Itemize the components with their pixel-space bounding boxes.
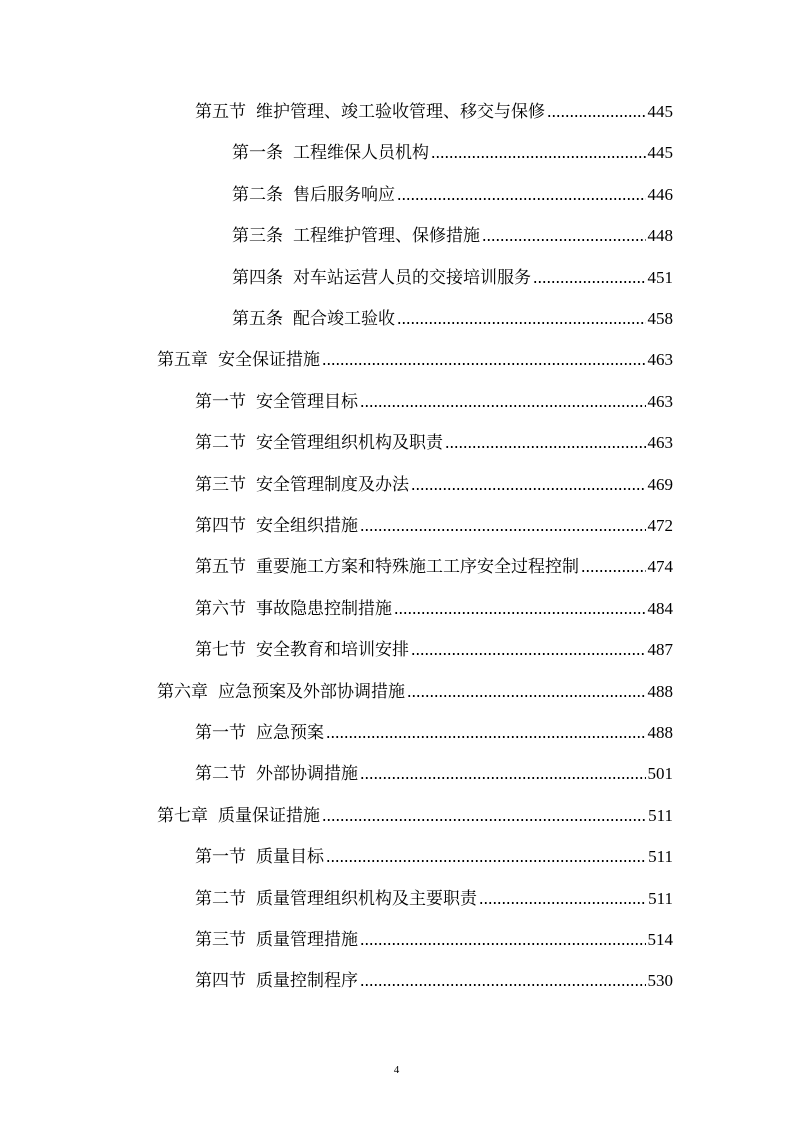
toc-dot-leader: [360, 979, 646, 987]
toc-entry-label: [195, 391, 358, 413]
toc-entry-title: 安全保证措施: [218, 350, 320, 371]
toc-entry-title: 安全管理制度及办法: [256, 474, 409, 495]
toc-entry[interactable]: [0, 93, 673, 123]
toc-entry-page: 484: [647, 598, 673, 618]
toc-entry-number: 第五节: [195, 557, 246, 578]
toc-entry[interactable]: [0, 755, 673, 785]
toc-entry-number: 第七章: [157, 805, 208, 826]
toc-entry-title: 质量目标: [256, 847, 324, 868]
toc-entry-title: 安全组织措施: [256, 516, 358, 536]
toc-dot-leader: [411, 648, 646, 656]
toc-entry-title: 维护管理、竣工验收管理、移交与保修: [256, 102, 545, 122]
toc-entry-page: 469: [647, 474, 673, 494]
toc-entry[interactable]: [0, 176, 673, 206]
toc-dot-leader: [407, 690, 646, 698]
toc-entry-label: [195, 970, 358, 992]
toc-entry-page: 488: [647, 681, 673, 701]
toc-entry[interactable]: [0, 797, 673, 827]
toc-entry-number: 第二条: [232, 184, 283, 205]
toc-entry-page: 451: [647, 267, 673, 287]
toc-entry-label: [195, 474, 409, 496]
toc-entry-page: 487: [647, 640, 673, 660]
toc-entry-number: 第二节: [195, 764, 246, 785]
toc-dot-leader: [360, 938, 646, 946]
toc-entry[interactable]: [0, 466, 673, 496]
toc-entry-title: 售后服务响应: [293, 184, 395, 205]
toc-entry-title: 事故隐患控制措施: [256, 598, 392, 619]
toc-dot-leader: [479, 897, 646, 905]
toc-dot-leader: [533, 276, 646, 284]
toc-entry-title: 安全管理目标: [256, 391, 358, 412]
toc-entry-label: [195, 556, 579, 578]
toc-entry-page: 445: [647, 102, 673, 121]
toc-dot-leader: [360, 400, 646, 408]
toc-entry-label: [232, 142, 429, 164]
toc-dot-leader: [360, 772, 646, 780]
toc-entry-label: [195, 598, 392, 620]
toc-entry-number: 第六节: [195, 598, 246, 619]
toc-entry-number: 第三节: [195, 474, 246, 495]
toc-entry-number: 第六章: [157, 681, 208, 702]
toc-entry-page: 445: [647, 143, 673, 163]
toc-entry-page: 511: [648, 805, 673, 825]
toc-entry-label: [195, 929, 358, 951]
toc-entry-title: 工程维护管理、保修措施: [293, 226, 480, 247]
toc-entry[interactable]: [0, 424, 673, 454]
toc-entry-number: 第二节: [195, 433, 246, 454]
toc-entry[interactable]: [0, 300, 673, 330]
toc-entry-page: 446: [647, 184, 673, 204]
toc-entry-title: 外部协调措施: [256, 764, 358, 785]
toc-entry[interactable]: [0, 631, 673, 661]
toc-entry[interactable]: [0, 962, 673, 992]
toc-entry-number: 第七节: [195, 640, 246, 661]
toc-entry-label: [232, 225, 480, 247]
toc-entry-number: 第一节: [195, 723, 246, 743]
toc-entry-label: [195, 639, 409, 661]
toc-entry[interactable]: [0, 590, 673, 620]
toc-entry-title: 应急预案: [256, 723, 324, 743]
toc-entry-number: 第一节: [195, 391, 246, 412]
toc-entry-number: 第五章: [157, 350, 208, 371]
toc-entry-number: 第四条: [232, 267, 283, 288]
toc-entry-number: 第五节: [195, 102, 246, 122]
toc-entry-label: [232, 308, 395, 330]
toc-entry-label: [232, 267, 531, 289]
toc-entry-title: 质量管理组织机构及主要职责: [256, 888, 477, 909]
toc-entry-label: [195, 888, 477, 910]
toc-entry[interactable]: [0, 341, 673, 371]
toc-entry-title: 应急预案及外部协调措施: [218, 681, 405, 702]
toc-entry-title: 配合竣工验收: [293, 309, 395, 329]
toc-dot-leader: [397, 193, 646, 201]
toc-entry-label: [157, 349, 320, 371]
toc-entry-page: 463: [647, 433, 673, 453]
toc-entry-title: 工程维保人员机构: [293, 143, 429, 164]
toc-entry-title: 质量保证措施: [218, 805, 320, 826]
toc-dot-leader: [482, 234, 646, 242]
toc-entry-page: 448: [647, 226, 673, 246]
toc-entry-number: 第三节: [195, 930, 246, 950]
page-number: 4: [393, 1064, 400, 1076]
toc-entry[interactable]: [0, 259, 673, 289]
toc-entry-label: [232, 184, 395, 206]
toc-entry-page: 463: [647, 391, 673, 411]
toc-entry-label: [195, 101, 545, 123]
toc-dot-leader: [322, 358, 646, 366]
toc-entry-label: [195, 722, 324, 744]
toc-entry-label: [195, 432, 443, 454]
toc-entry-label: [195, 515, 358, 537]
toc-dot-leader: [326, 855, 646, 863]
toc-dot-leader: [326, 731, 646, 739]
toc-entry-number: 第四节: [195, 971, 246, 992]
toc-entry-page: 514: [647, 930, 673, 949]
toc-dot-leader: [445, 441, 646, 449]
toc-entry-title: 质量管理措施: [256, 930, 358, 950]
toc-entry-number: 第三条: [232, 226, 283, 247]
toc-entry-label: [195, 846, 324, 868]
toc-entry-number: 第四节: [195, 516, 246, 536]
toc-dot-leader: [581, 565, 646, 573]
toc-entry-number: 第一节: [195, 847, 246, 868]
toc-entry-page: 474: [647, 557, 673, 577]
toc-entry-number: 第五条: [232, 309, 283, 329]
toc-entry[interactable]: [0, 673, 673, 703]
toc-entry[interactable]: [0, 217, 673, 247]
toc-dot-leader: [322, 814, 646, 822]
toc-entry-title: 质量控制程序: [256, 971, 358, 992]
toc-entry-page: 463: [647, 350, 673, 370]
toc-entry-title: 安全教育和培训安排: [256, 640, 409, 661]
toc-entry[interactable]: [0, 880, 673, 910]
toc-entry[interactable]: [0, 921, 673, 951]
toc-dot-leader: [394, 607, 646, 615]
toc-entry[interactable]: [0, 134, 673, 164]
toc-entry-page: 472: [647, 516, 673, 535]
toc-entry[interactable]: [0, 507, 673, 537]
toc-entry[interactable]: [0, 548, 673, 578]
toc-entry-page: 501: [647, 764, 673, 784]
toc-entry-label: [157, 805, 320, 827]
toc-entry[interactable]: [0, 838, 673, 868]
toc-entry-number: 第一条: [232, 143, 283, 164]
toc-entry-title: 对车站运营人员的交接培训服务: [293, 267, 531, 288]
toc-dot-leader: [547, 110, 646, 118]
toc-entry[interactable]: [0, 714, 673, 744]
toc-dot-leader: [431, 151, 646, 159]
toc-entry-page: 458: [647, 309, 673, 328]
toc-dot-leader: [397, 317, 646, 325]
toc-entry-page: 511: [648, 847, 673, 867]
toc-dot-leader: [360, 524, 646, 532]
toc-dot-leader: [411, 483, 646, 491]
toc-entry-number: 第二节: [195, 888, 246, 909]
toc-entry-page: 488: [647, 723, 673, 742]
toc-entry-label: [195, 763, 358, 785]
toc-entry-page: 511: [648, 888, 673, 908]
toc-entry-page: 530: [647, 971, 673, 991]
toc-entry-title: 重要施工方案和特殊施工工序安全过程控制: [256, 557, 579, 578]
toc-entry-title: 安全管理组织机构及职责: [256, 433, 443, 454]
toc-entry[interactable]: [0, 383, 673, 413]
toc-entry-label: [157, 681, 405, 703]
